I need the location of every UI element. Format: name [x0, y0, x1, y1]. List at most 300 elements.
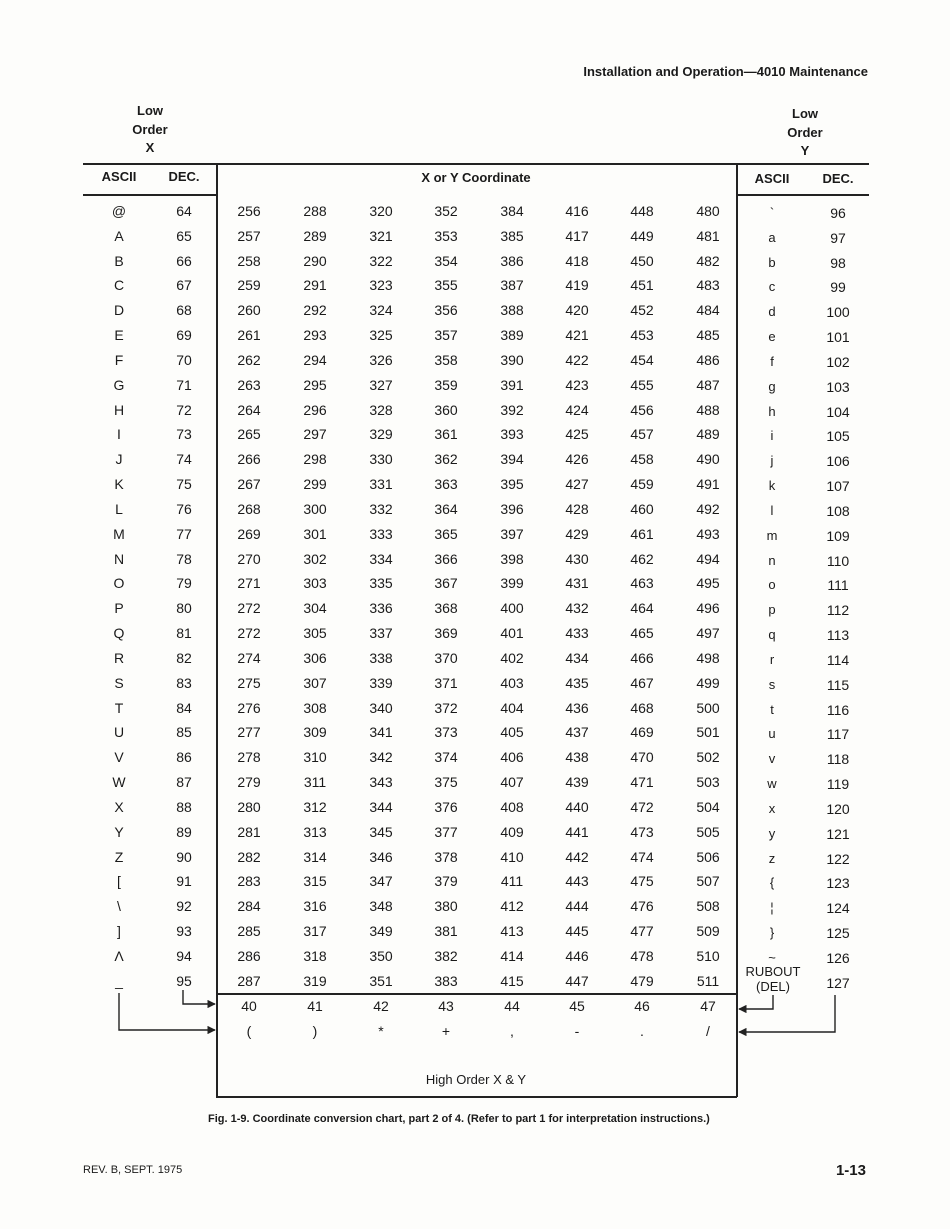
right-dec-cell: 113 [826, 627, 850, 643]
coordinate-cell: 483 [696, 277, 720, 293]
right-ascii-cell: k [768, 478, 776, 493]
coordinate-cell: 312 [303, 799, 327, 815]
low-order-x-line: Low [137, 103, 163, 118]
left-dec-cell: 84 [176, 700, 192, 716]
coordinate-cell: 401 [500, 625, 524, 641]
coordinate-cell: 283 [237, 873, 261, 889]
figure-caption: Fig. 1-9. Coordinate conversion chart, part 2 of 4. (Refer to part 1 for interpretation instructions.) [208, 1113, 710, 1125]
coordinate-cell: 363 [434, 476, 458, 492]
left-dec-cell: 69 [176, 327, 192, 343]
left-dec-cell: 91 [176, 873, 192, 889]
left-ascii-cell: E [114, 327, 124, 343]
coordinate-cell: 415 [500, 973, 524, 989]
coordinate-cell: 374 [434, 749, 458, 765]
coordinate-cell: 329 [369, 426, 393, 442]
coordinate-cell: 417 [565, 228, 589, 244]
left-dec-cell: 79 [176, 575, 192, 591]
right-dec-cell: 121 [826, 826, 850, 842]
left-ascii-cell: _ [115, 973, 123, 989]
left-ascii-cell: \ [117, 898, 121, 914]
right-dec-cell: 114 [826, 652, 850, 668]
col-ascii-left: ASCII [101, 169, 137, 184]
left-ascii-cell: @ [111, 203, 127, 219]
coordinate-cell: 354 [434, 253, 458, 269]
right-ascii-cell: w [767, 776, 777, 791]
right-ascii-cell: b [768, 255, 776, 270]
left-ascii-cell: B [114, 253, 124, 269]
coordinate-cell: 381 [434, 923, 458, 939]
right-dec-cell: 125 [826, 925, 850, 941]
coordinate-cell: 361 [434, 426, 458, 442]
high-order-ascii-cell: * [378, 1023, 384, 1039]
left-ascii-cell: P [114, 600, 124, 616]
coordinate-cell: 476 [630, 898, 654, 914]
right-ascii-cell: j [770, 453, 774, 468]
right-ascii-cell: f [770, 354, 774, 369]
right-dec-cell: 111 [827, 577, 849, 593]
coordinate-cell: 434 [565, 650, 589, 666]
high-order-ascii-cell: , [510, 1023, 514, 1039]
left-dec-cell: 83 [176, 675, 192, 691]
coordinate-cell: 427 [565, 476, 589, 492]
coordinate-cell: 407 [500, 774, 524, 790]
coordinate-cell: 421 [565, 327, 589, 343]
high-order-dec-cell: 44 [504, 998, 520, 1014]
coordinate-cell: 328 [369, 402, 393, 418]
left-ascii-cell: T [114, 700, 124, 716]
right-ascii-cell: ` [769, 205, 775, 220]
coordinate-cell: 489 [696, 426, 720, 442]
coordinate-cell: 369 [434, 625, 458, 641]
coordinate-cell: 377 [434, 824, 458, 840]
coordinate-cell: 359 [434, 377, 458, 393]
coordinate-cell: 500 [696, 700, 720, 716]
coordinate-cell: 267 [237, 476, 261, 492]
right-ascii-cell: y [768, 826, 776, 841]
coordinate-cell: 406 [500, 749, 524, 765]
coordinate-cell: 451 [630, 277, 654, 293]
coordinate-cell: 459 [630, 476, 654, 492]
left-ascii-cell: ] [117, 923, 121, 939]
high-order-ascii-cell: + [441, 1023, 451, 1039]
coordinate-cell: 325 [369, 327, 393, 343]
coordinate-cell: 431 [565, 575, 589, 591]
left-ascii-cell: C [113, 277, 125, 293]
coordinate-cell: 342 [369, 749, 393, 765]
coordinate-cell: 461 [630, 526, 654, 542]
rubout-line: RUBOUT [745, 964, 801, 979]
left-ascii-cell: O [113, 575, 125, 591]
coordinate-cell: 356 [434, 302, 458, 318]
coordinate-cell: 414 [500, 948, 524, 964]
coordinate-cell: 327 [369, 377, 393, 393]
right-dec-cell: 97 [830, 230, 846, 246]
right-dec-cell: 117 [826, 726, 850, 742]
coordinate-cell: 455 [630, 377, 654, 393]
coordinate-cell: 405 [500, 724, 524, 740]
coordinate-cell: 481 [696, 228, 720, 244]
coordinate-cell: 318 [303, 948, 327, 964]
coordinate-cell: 365 [434, 526, 458, 542]
left-dec-cell: 65 [176, 228, 192, 244]
coordinate-cell: 317 [303, 923, 327, 939]
coordinate-cell: 390 [500, 352, 524, 368]
coordinate-cell: 335 [369, 575, 393, 591]
coordinate-cell: 260 [237, 302, 261, 318]
coordinate-cell: 274 [237, 650, 261, 666]
coordinate-cell: 296 [303, 402, 327, 418]
coordinate-cell: 491 [696, 476, 720, 492]
coordinate-cell: 373 [434, 724, 458, 740]
coordinate-cell: 295 [303, 377, 327, 393]
coordinate-cell: 452 [630, 302, 654, 318]
right-dec-cell: 107 [826, 478, 850, 494]
right-ascii-cell: o [768, 577, 776, 592]
coordinate-cell: 480 [696, 203, 720, 219]
left-ascii-cell: D [113, 302, 125, 318]
coordinate-cell: 297 [303, 426, 327, 442]
coordinate-cell: 265 [237, 426, 261, 442]
left-dec-cell: 93 [176, 923, 192, 939]
coordinate-cell: 511 [696, 973, 720, 989]
coordinate-cell: 364 [434, 501, 458, 517]
coordinate-cell: 445 [565, 923, 589, 939]
right-dec-cell: 104 [826, 404, 850, 420]
coordinate-cell: 258 [237, 253, 261, 269]
coordinate-cell: 471 [630, 774, 654, 790]
coordinate-cell: 485 [696, 327, 720, 343]
coordinate-cell: 408 [500, 799, 524, 815]
coordinate-cell: 348 [369, 898, 393, 914]
left-dec-cell: 95 [176, 973, 192, 989]
left-ascii-cell: N [113, 551, 125, 567]
left-dec-cell: 85 [176, 724, 192, 740]
coordinate-cell: 497 [696, 625, 720, 641]
right-dec-cell: 112 [826, 602, 850, 618]
high-order-dec-cell: 45 [569, 998, 585, 1014]
coordinate-cell: 423 [565, 377, 589, 393]
coordinate-cell: 399 [500, 575, 524, 591]
coordinate-cell: 341 [369, 724, 393, 740]
right-dec-cell: 118 [826, 751, 850, 767]
coordinate-cell: 490 [696, 451, 720, 467]
coordinate-cell: 333 [369, 526, 393, 542]
low-order-x-line: X [145, 140, 155, 155]
right-dec-cell: 120 [826, 801, 850, 817]
coordinate-cell: 278 [237, 749, 261, 765]
coordinate-cell: 271 [237, 575, 261, 591]
coordinate-cell: 346 [369, 849, 393, 865]
coordinate-cell: 456 [630, 402, 654, 418]
right-dec-cell: 109 [826, 528, 850, 544]
coordinate-cell: 286 [237, 948, 261, 964]
coordinate-cell: 404 [500, 700, 524, 716]
coordinate-cell: 472 [630, 799, 654, 815]
right-dec-cell: 101 [826, 329, 850, 345]
left-ascii-cell: U [113, 724, 125, 740]
left-dec-cell: 87 [176, 774, 192, 790]
coordinate-cell: 322 [369, 253, 393, 269]
coordinate-cell: 422 [565, 352, 589, 368]
coordinate-cell: 305 [303, 625, 327, 641]
coordinate-cell: 294 [303, 352, 327, 368]
left-ascii-cell: F [114, 352, 124, 368]
coordinate-cell: 416 [565, 203, 589, 219]
coordinate-cell: 284 [237, 898, 261, 914]
right-ascii-cell: g [768, 379, 776, 394]
arrow-left-inner [183, 990, 215, 1004]
coordinate-cell: 510 [696, 948, 720, 964]
coordinate-cell: 311 [303, 774, 327, 790]
coordinate-cell: 412 [500, 898, 524, 914]
coordinate-cell: 368 [434, 600, 458, 616]
coordinate-cell: 398 [500, 551, 524, 567]
coordinate-cell: 339 [369, 675, 393, 691]
high-order-label: High Order X & Y [425, 1072, 527, 1087]
right-ascii-cell: x [768, 801, 776, 816]
right-ascii-cell: ~ [768, 950, 776, 965]
coordinate-cell: 496 [696, 600, 720, 616]
coordinate-cell: 435 [565, 675, 589, 691]
col-coordinate: X or Y Coordinate [421, 170, 531, 185]
left-ascii-cell: L [115, 501, 123, 517]
coordinate-cell: 279 [237, 774, 261, 790]
coordinate-cell: 319 [303, 973, 327, 989]
left-ascii-cell: A [114, 228, 124, 244]
coordinate-cell: 411 [500, 873, 524, 889]
high-order-ascii-cell: . [640, 1023, 644, 1039]
coordinate-cell: 453 [630, 327, 654, 343]
coordinate-cell: 441 [565, 824, 589, 840]
right-dec-cell: 127 [826, 975, 850, 991]
coordinate-cell: 425 [565, 426, 589, 442]
coordinate-cell: 495 [696, 575, 720, 591]
coordinate-cell: 509 [696, 923, 720, 939]
coordinate-cell: 463 [630, 575, 654, 591]
left-dec-cell: 78 [176, 551, 192, 567]
coordinate-cell: 477 [630, 923, 654, 939]
coordinate-cell: 493 [696, 526, 720, 542]
coordinate-cell: 343 [369, 774, 393, 790]
left-ascii-cell: X [114, 799, 124, 815]
right-dec-cell: 115 [826, 677, 850, 693]
coordinate-cell: 272 [237, 625, 261, 641]
coordinate-cell: 310 [303, 749, 327, 765]
coordinate-cell: 438 [565, 749, 589, 765]
right-ascii-cell: t [770, 702, 774, 717]
coordinate-cell: 287 [237, 973, 261, 989]
coordinate-cell: 468 [630, 700, 654, 716]
left-dec-cell: 72 [176, 402, 192, 418]
right-ascii-cell: e [768, 329, 776, 344]
coordinate-cell: 266 [237, 451, 261, 467]
coordinate-cell: 338 [369, 650, 393, 666]
left-dec-cell: 73 [176, 426, 192, 442]
col-dec-left: DEC. [168, 169, 200, 184]
left-dec-cell: 77 [176, 526, 192, 542]
arrow-right-inner [739, 995, 773, 1009]
arrow-right-outer [739, 995, 835, 1032]
coordinate-cell: 420 [565, 302, 589, 318]
coordinate-cell: 272 [237, 600, 261, 616]
coordinate-cell: 353 [434, 228, 458, 244]
page-number: 1-13 [835, 1162, 866, 1179]
coordinate-cell: 275 [237, 675, 261, 691]
left-ascii-cell: Λ [114, 948, 124, 964]
coordinate-cell: 478 [630, 948, 654, 964]
right-dec-cell: 98 [830, 255, 846, 271]
left-ascii-cell: Q [113, 625, 125, 641]
coordinate-cell: 387 [500, 277, 524, 293]
coordinate-cell: 465 [630, 625, 654, 641]
coordinate-cell: 446 [565, 948, 589, 964]
coordinate-cell: 298 [303, 451, 327, 467]
coordinate-cell: 367 [434, 575, 458, 591]
coordinate-cell: 362 [434, 451, 458, 467]
running-header: Installation and Operation—4010 Maintenance [583, 64, 868, 79]
right-ascii-cell: m [766, 528, 778, 543]
right-dec-cell: 103 [826, 379, 850, 395]
coordinate-cell: 360 [434, 402, 458, 418]
coordinate-cell: 506 [696, 849, 720, 865]
coordinate-cell: 352 [434, 203, 458, 219]
coordinate-cell: 395 [500, 476, 524, 492]
right-ascii-cell: ¦ [770, 900, 774, 915]
right-ascii-cell: r [769, 652, 775, 667]
left-ascii-cell: S [114, 675, 124, 691]
coordinate-cell: 358 [434, 352, 458, 368]
right-dec-cell: 110 [826, 553, 850, 569]
right-ascii-cell: q [768, 627, 776, 642]
coordinate-cell: 320 [369, 203, 393, 219]
right-ascii-cell: } [769, 925, 775, 940]
coordinate-cell: 375 [434, 774, 458, 790]
high-order-dec-cell: 41 [307, 998, 323, 1014]
coordinate-cell: 301 [303, 526, 327, 542]
coordinate-cell: 276 [237, 700, 261, 716]
coordinate-cell: 299 [303, 476, 327, 492]
coordinate-cell: 448 [630, 203, 654, 219]
right-dec-cell: 100 [826, 304, 850, 320]
coordinate-cell: 470 [630, 749, 654, 765]
right-ascii-cell: z [768, 851, 776, 866]
coordinate-cell: 379 [434, 873, 458, 889]
coordinate-cell: 291 [303, 277, 327, 293]
coordinate-cell: 413 [500, 923, 524, 939]
coordinate-cell: 372 [434, 700, 458, 716]
left-ascii-cell: G [113, 377, 125, 393]
coordinate-cell: 385 [500, 228, 524, 244]
coordinate-cell: 388 [500, 302, 524, 318]
coordinate-cell: 259 [237, 277, 261, 293]
coordinate-cell: 331 [369, 476, 393, 492]
right-dec-cell: 105 [826, 428, 850, 444]
low-order-y-line: Order [787, 124, 823, 140]
coordinate-cell: 313 [303, 824, 327, 840]
coordinate-cell: 467 [630, 675, 654, 691]
low-order-y-line: Y [800, 143, 810, 158]
coordinate-cell: 444 [565, 898, 589, 914]
high-order-ascii-cell: ) [312, 1023, 318, 1039]
coordinate-cell: 443 [565, 873, 589, 889]
left-dec-cell: 70 [176, 352, 192, 368]
left-ascii-cell: Z [114, 849, 124, 865]
left-dec-cell: 66 [176, 253, 192, 269]
left-ascii-cell: K [114, 476, 124, 492]
left-dec-cell: 92 [176, 898, 192, 914]
coordinate-cell: 473 [630, 824, 654, 840]
right-ascii-cell: i [770, 428, 774, 443]
coordinate-cell: 391 [500, 377, 524, 393]
coordinate-cell: 355 [434, 277, 458, 293]
high-order-dec-cell: 42 [373, 998, 389, 1014]
coordinate-cell: 464 [630, 600, 654, 616]
coordinate-cell: 486 [696, 352, 720, 368]
high-order-ascii-cell: ( [246, 1023, 252, 1039]
col-ascii-right: ASCII [754, 171, 790, 186]
coordinate-cell: 469 [630, 724, 654, 740]
coordinate-cell: 345 [369, 824, 393, 840]
coordinate-cell: 332 [369, 501, 393, 517]
coordinate-cell: 440 [565, 799, 589, 815]
right-ascii-cell: u [768, 726, 776, 741]
coordinate-cell: 442 [565, 849, 589, 865]
coordinate-cell: 344 [369, 799, 393, 815]
left-dec-cell: 68 [176, 302, 192, 318]
high-order-dec-cell: 47 [700, 998, 716, 1014]
coordinate-cell: 303 [303, 575, 327, 591]
left-ascii-cell: H [113, 402, 125, 418]
right-dec-cell: 108 [826, 503, 850, 519]
coordinate-cell: 393 [500, 426, 524, 442]
coordinate-cell: 292 [303, 302, 327, 318]
left-dec-cell: 67 [176, 277, 192, 293]
left-ascii-cell: V [114, 749, 124, 765]
coordinate-cell: 382 [434, 948, 458, 964]
coordinate-cell: 386 [500, 253, 524, 269]
high-order-ascii-cell: / [706, 1023, 710, 1039]
right-ascii-cell: p [768, 602, 776, 617]
left-dec-cell: 88 [176, 799, 192, 815]
coordinate-cell: 321 [369, 228, 393, 244]
coordinate-cell: 302 [303, 551, 327, 567]
coordinate-cell: 293 [303, 327, 327, 343]
coordinate-cell: 462 [630, 551, 654, 567]
coordinate-cell: 502 [696, 749, 720, 765]
coordinate-cell: 419 [565, 277, 589, 293]
coordinate-cell: 403 [500, 675, 524, 691]
high-order-dec-cell: 40 [241, 998, 257, 1014]
coordinate-cell: 494 [696, 551, 720, 567]
left-ascii-cell: I [117, 426, 121, 442]
coordinate-cell: 366 [434, 551, 458, 567]
coordinate-cell: 304 [303, 600, 327, 616]
left-dec-cell: 82 [176, 650, 192, 666]
coordinate-cell: 437 [565, 724, 589, 740]
right-ascii-cell: d [768, 304, 776, 319]
coordinate-cell: 257 [237, 228, 261, 244]
coordinate-cell: 383 [434, 973, 458, 989]
revision-note: REV. B, SEPT. 1975 [83, 1164, 183, 1176]
coordinate-cell: 268 [237, 501, 261, 517]
coordinate-cell: 384 [500, 203, 524, 219]
left-ascii-cell: W [112, 774, 126, 790]
coordinate-cell: 397 [500, 526, 524, 542]
right-dec-cell: 99 [830, 279, 846, 295]
left-ascii-cell: R [113, 650, 125, 666]
coordinate-cell: 474 [630, 849, 654, 865]
coordinate-cell: 429 [565, 526, 589, 542]
